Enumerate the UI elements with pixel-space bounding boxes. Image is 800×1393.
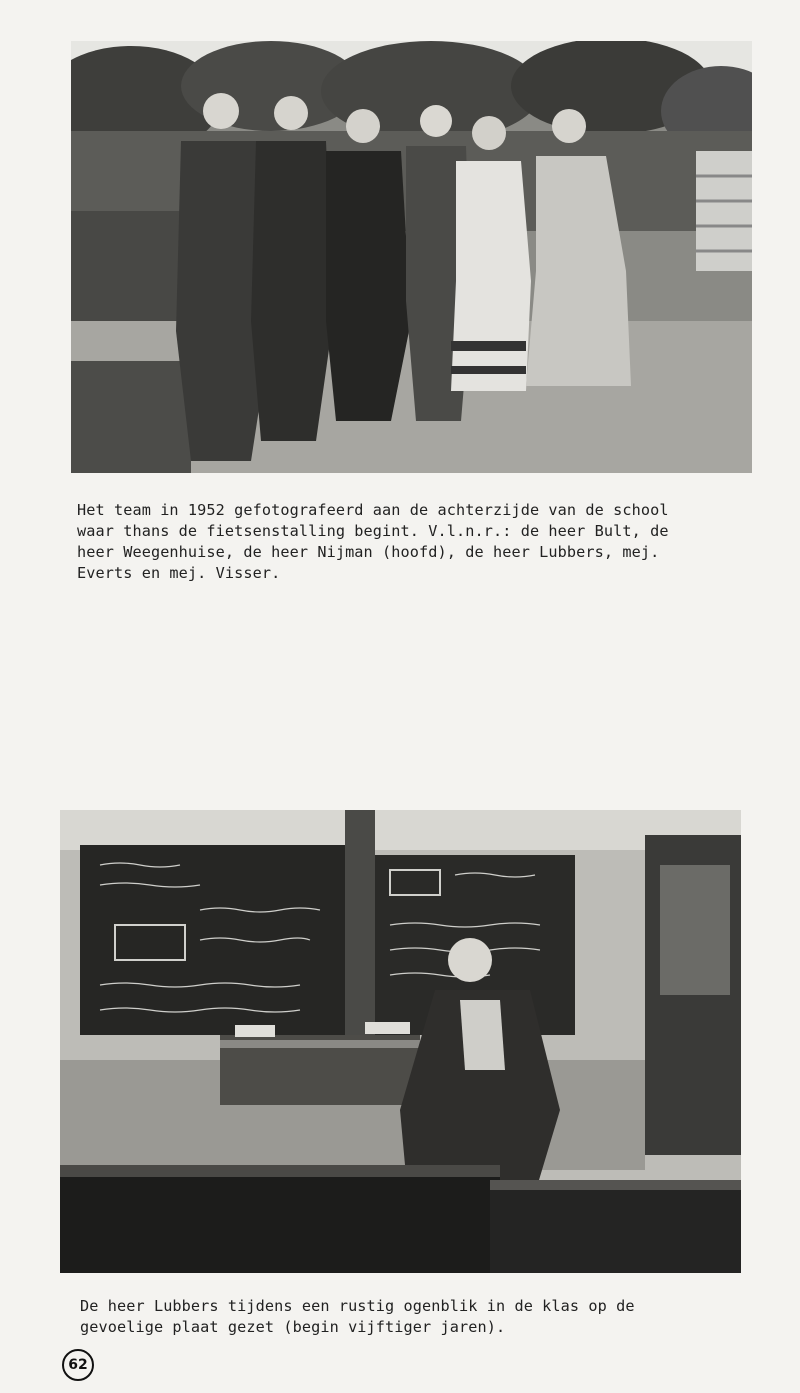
photo-caption-team: Het team in 1952 gefotografeerd aan de achterzijde van de school waar thans de fietsenstalling begint. V.l.n.r.: de heer Bult, de heer Weegenhuise, de heer Nijman (hoofd), de heer Lubbers, mej. Everts en mej. Visser. (77, 501, 669, 582)
team-photo-1952 (71, 41, 752, 473)
classroom-photo-lubbers (60, 810, 741, 1273)
photo-caption-classroom: De heer Lubbers tijdens een rustig ogenblik in de klas op de gevoelige plaat gezet (begin vijftiger jaren). (80, 1297, 635, 1336)
page-number: 62 (62, 1349, 94, 1381)
